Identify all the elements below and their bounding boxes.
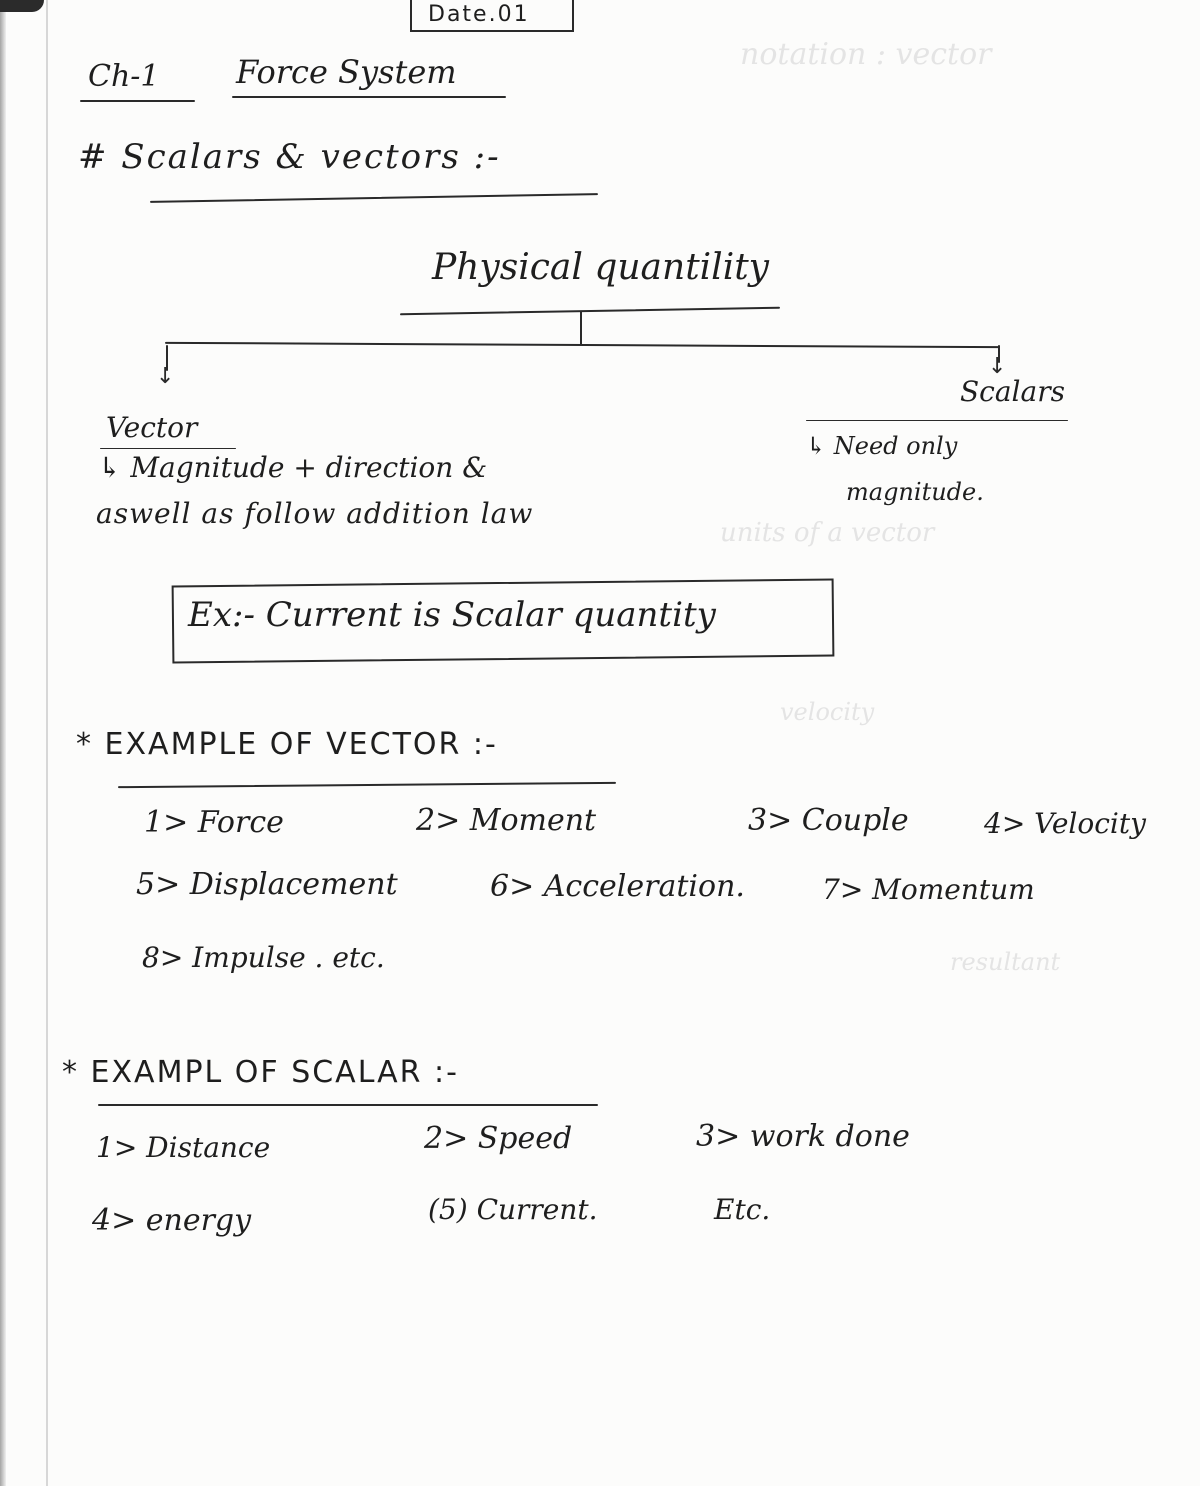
scalars-desc-line2: magnitude. — [846, 478, 984, 506]
bleed-through-1: notation : vector — [740, 37, 992, 72]
scalar-example-item: 2> Speed — [424, 1121, 573, 1156]
right-down-arrow-icon: ↓ — [988, 354, 1007, 379]
scalar-example-item: 1> Distance — [96, 1131, 271, 1164]
chapter-number: Ch-1 — [88, 59, 160, 94]
scalar-example-item: (5) Current. — [428, 1193, 598, 1226]
scalar-example-item: 4> energy — [92, 1203, 252, 1238]
left-down-arrow-icon: ↓ — [156, 364, 175, 389]
scalars-title: Scalars — [960, 375, 1065, 408]
vector-example-item: 7> Momentum — [822, 873, 1035, 906]
diagram-root-underline — [400, 307, 780, 316]
scalar-examples-underline — [98, 1104, 598, 1106]
vector-title: Vector — [106, 411, 198, 444]
scalar-example-item: 3> work done — [696, 1119, 910, 1154]
chapter-title: Force System — [236, 53, 457, 91]
vector-example-item: 1> Force — [144, 805, 284, 840]
vector-examples-heading: * EXAMPLE OF VECTOR :- — [76, 727, 498, 762]
bleed-through-2: units of a vector — [720, 518, 935, 548]
section-heading-underline — [150, 193, 598, 203]
scalar-examples-heading: * EXAMPL OF SCALAR :- — [62, 1055, 459, 1090]
vector-example-item: 6> Acceleration. — [490, 869, 745, 904]
corner-ink-mark — [0, 0, 44, 12]
vector-example-item: 5> Displacement — [136, 867, 398, 902]
diagram-root-label: Physical quantility — [432, 247, 770, 288]
chapter-title-underline — [232, 96, 506, 98]
vector-desc-line2: aswell as follow addition law — [96, 497, 534, 530]
date-text: Date.01 — [428, 2, 530, 27]
diagram-stem — [580, 311, 582, 345]
bleed-through-3: velocity — [780, 698, 875, 726]
vector-title-underline — [100, 448, 236, 449]
diagram-branch-line — [165, 342, 1000, 348]
example-box-text: Ex:- Current is Scalar quantity — [188, 595, 716, 635]
chapter-number-underline — [80, 100, 195, 102]
vector-example-item: 2> Moment — [416, 803, 597, 838]
section-heading: # Scalars & vectors :- — [78, 137, 501, 177]
vector-example-item: 4> Velocity — [984, 807, 1146, 840]
scalar-example-item: Etc. — [714, 1193, 771, 1226]
bleed-through-4: resultant — [950, 948, 1061, 976]
vector-example-item: 8> Impulse . etc. — [142, 941, 385, 974]
vector-examples-underline — [118, 782, 616, 788]
vector-example-item: 3> Couple — [748, 803, 909, 838]
scalars-title-underline — [806, 420, 1068, 421]
page-left-edge — [0, 0, 6, 1486]
scalars-desc-line1: ↳ Need only — [806, 432, 958, 460]
margin-line — [46, 0, 48, 1486]
vector-desc-line1: ↳ Magnitude + direction & — [98, 451, 488, 484]
